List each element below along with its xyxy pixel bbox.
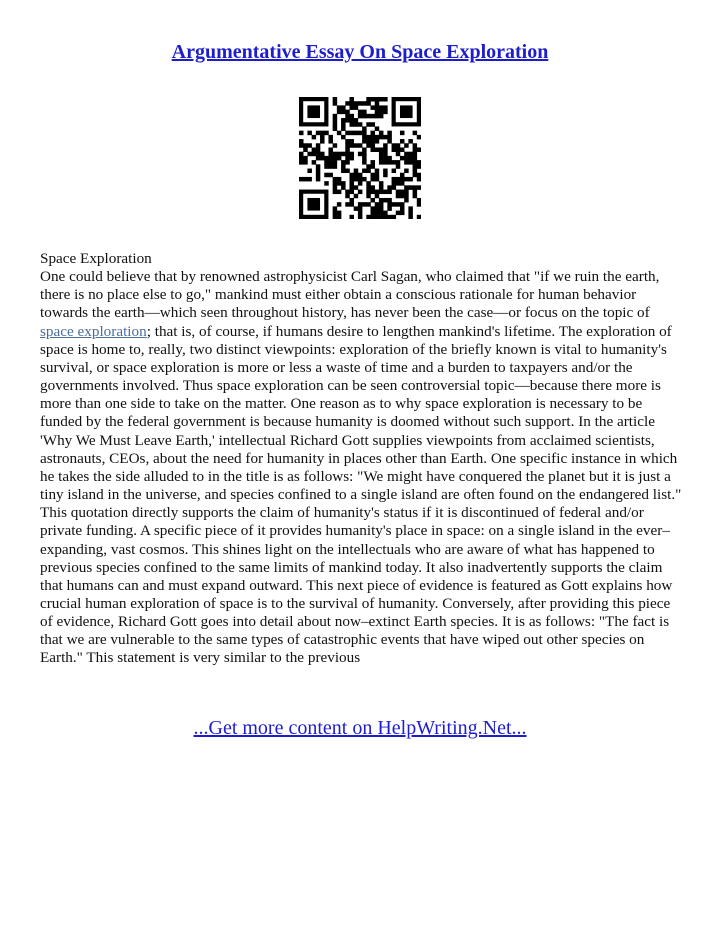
section-heading: Space Exploration [40, 250, 152, 267]
more-content-container [0, 714, 720, 742]
paragraph-text-before-link: One could believe that by renowned astrophysicist Carl Sagan, who claimed that "if we ruin the earth, there is no place else to go," mankind must either obtain a conscious rationale for human behavior towards the earth—which seen throughout history, has never been the case—or focus on the topic of [40, 268, 660, 322]
qr-code-graphic [299, 97, 421, 219]
more-content-link[interactable]: ...Get more content on HelpWriting.Net... [193, 717, 527, 739]
document-title-container [0, 38, 720, 66]
document-title-link[interactable]: Argumentative Essay On Space Exploration [171, 41, 549, 63]
essay-body [40, 250, 685, 668]
space-exploration-link[interactable]: space exploration [40, 322, 147, 340]
qr-code-icon [299, 97, 421, 219]
paragraph-text-after-link: ; that is, of course, if humans desire to lengthen mankind's lifetime. The exploration of space is home to, really, two distinct viewpoints: exploration of the briefly known is vital to humanity's survival, or space exploration is more or less a waste of time and a burden to taxpayers and/or the governments involved. Thus space exploration can be seen controversial topic—because there more is more than one side to take on the matter. One reason as to why space exploration is necessary to be funded by the federal government is because humanity is doomed without such support. In the article 'Why We Must Leave Earth,' intellectual Richard Gott supplies viewpoints from acclaimed scientists, astronauts, CEOs, about the need for humanity in places other than Earth. One specific instance in which he takes the side alluded to in the title is as follows: "We might have conquered the planet but it is just a tiny island in the universe, and species confined to a single island are often found on the endangered list." This quotation directly supports the claim of humanity's status if it is discontinued of federal and/or private funding. A specific piece of it provides humanity's place in space: on a single island in the ever–expanding, vast cosmos. This shines light on the intellectuals who are aware of what has happened to previous species confined to the same limits of mankind today. It also inadvertently supports the claim that humans can and must expand outward. This next piece of evidence is featured as Gott explains how crucial human exploration of space is to the survival of humanity. Conversely, after providing this piece of evidence, Richard Gott goes into detail about now–extinct Earth species. It is as follows: "The fact is that we are vulnerable to the same types of catastrophic events that have wiped out other species on Earth." This statement is very similar to the previous [40, 322, 682, 667]
